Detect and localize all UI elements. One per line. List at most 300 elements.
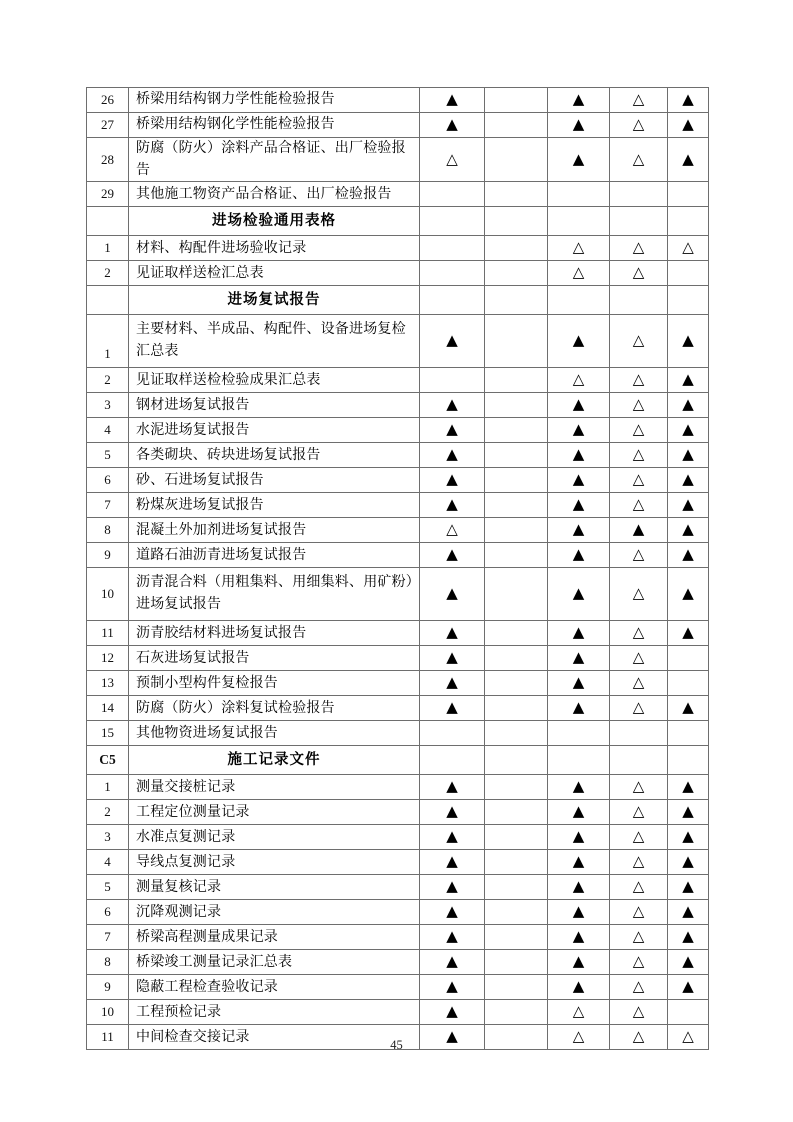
mark-cell-4 — [610, 696, 668, 721]
mark-cell-2 — [485, 236, 548, 261]
mark-cell-2 — [485, 925, 548, 950]
hollow-triangle-icon: △ — [446, 520, 458, 539]
section-code-cell — [87, 286, 129, 315]
hollow-triangle-icon: △ — [572, 238, 585, 257]
row-sequence-cell: 6 — [87, 900, 129, 925]
record-name-line: 进场复试报告 — [136, 597, 222, 613]
record-name-cell: 石灰进场复试报告 — [129, 646, 420, 671]
filled-triangle-icon: ▲ — [682, 470, 694, 489]
mark-cell-4 — [610, 568, 668, 621]
record-name-cell: 桥梁用结构钢力学性能检验报告 — [129, 88, 420, 113]
mark-cell-5 — [668, 182, 709, 207]
mark-cell-5 — [668, 518, 709, 543]
mark-cell-2 — [485, 418, 548, 443]
record-name-cell: 中间检查交接记录 — [129, 1025, 420, 1050]
filled-triangle-icon: ▲ — [446, 977, 458, 996]
record-name-line: 汇总表 — [136, 344, 179, 360]
mark-cell-1 — [420, 775, 485, 800]
page-number: 45 — [390, 1038, 403, 1052]
mark-cell-3 — [548, 646, 610, 671]
mark-cell-2 — [485, 775, 548, 800]
filled-triangle-icon: ▲ — [682, 90, 694, 108]
mark-cell-2 — [485, 568, 548, 621]
mark-cell-3 — [548, 621, 610, 646]
mark-cell-3 — [548, 88, 610, 113]
table-row — [87, 468, 709, 493]
mark-cell-2 — [485, 825, 548, 850]
mark-cell-5 — [668, 800, 709, 825]
filled-triangle-icon: ▲ — [572, 520, 585, 539]
hollow-triangle-icon: △ — [632, 90, 645, 108]
record-name-cell: 各类砌块、砖块进场复试报告 — [129, 443, 420, 468]
mark-cell-3 — [548, 286, 610, 315]
mark-cell-5 — [668, 236, 709, 261]
mark-cell-5 — [668, 746, 709, 775]
record-name-cell: 材料、构配件进场验收记录 — [129, 236, 420, 261]
filled-triangle-icon: ▲ — [682, 877, 694, 896]
filled-triangle-icon: ▲ — [446, 623, 458, 642]
record-name-cell — [129, 315, 420, 368]
hollow-triangle-icon: △ — [632, 115, 645, 133]
mark-cell-1 — [420, 286, 485, 315]
table-row — [87, 646, 709, 671]
filled-triangle-icon: ▲ — [682, 952, 694, 971]
mark-cell-3 — [548, 800, 610, 825]
mark-cell-4 — [610, 286, 668, 315]
mark-cell-2 — [485, 671, 548, 696]
mark-cell-1 — [420, 875, 485, 900]
mark-cell-3 — [548, 671, 610, 696]
filled-triangle-icon: ▲ — [572, 648, 585, 667]
table-row — [87, 138, 709, 182]
row-sequence-cell: 5 — [87, 443, 129, 468]
section-code-cell: C5 — [87, 746, 129, 775]
filled-triangle-icon: ▲ — [446, 852, 458, 871]
table-row — [87, 721, 709, 746]
mark-cell-2 — [485, 518, 548, 543]
table-row — [87, 393, 709, 418]
mark-cell-3 — [548, 368, 610, 393]
mark-cell-3 — [548, 113, 610, 138]
mark-cell-1 — [420, 975, 485, 1000]
mark-cell-1 — [420, 621, 485, 646]
record-name-cell: 道路石油沥青进场复试报告 — [129, 543, 420, 568]
mark-cell-4 — [610, 900, 668, 925]
row-sequence-cell: 7 — [87, 925, 129, 950]
mark-cell-1 — [420, 800, 485, 825]
filled-triangle-icon: ▲ — [572, 470, 585, 489]
table-row — [87, 443, 709, 468]
mark-cell-1 — [420, 746, 485, 775]
mark-cell-4 — [610, 621, 668, 646]
mark-cell-3 — [548, 261, 610, 286]
table-row — [87, 850, 709, 875]
record-name-cell: 防腐（防火）涂料产品合格证、出厂检验报告 — [129, 138, 420, 182]
row-sequence-cell: 14 — [87, 696, 129, 721]
filled-triangle-icon: ▲ — [446, 698, 458, 717]
mark-cell-4 — [610, 418, 668, 443]
mark-cell-5 — [668, 493, 709, 518]
mark-cell-2 — [485, 443, 548, 468]
record-name-line: 沥青混合料（用粗集料、用细集料、用矿粉） — [136, 574, 420, 590]
filled-triangle-icon: ▲ — [632, 520, 645, 539]
mark-cell-1 — [420, 543, 485, 568]
row-sequence-cell: 6 — [87, 468, 129, 493]
filled-triangle-icon: ▲ — [682, 777, 694, 796]
record-name-cell: 测量复核记录 — [129, 875, 420, 900]
filled-triangle-icon: ▲ — [572, 445, 585, 464]
mark-cell-1 — [420, 825, 485, 850]
mark-cell-1 — [420, 925, 485, 950]
hollow-triangle-icon: △ — [446, 149, 458, 168]
filled-triangle-icon: ▲ — [682, 584, 694, 603]
filled-triangle-icon: ▲ — [446, 115, 458, 133]
filled-triangle-icon: ▲ — [682, 420, 694, 439]
hollow-triangle-icon: △ — [632, 877, 645, 896]
mark-cell-2 — [485, 286, 548, 315]
mark-cell-2 — [485, 850, 548, 875]
filled-triangle-icon: ▲ — [682, 623, 694, 642]
hollow-triangle-icon: △ — [572, 1027, 585, 1046]
mark-cell-4 — [610, 518, 668, 543]
hollow-triangle-icon: △ — [632, 470, 645, 489]
filled-triangle-icon: ▲ — [572, 90, 585, 108]
table-row — [87, 182, 709, 207]
record-name-cell: 工程预检记录 — [129, 1000, 420, 1025]
record-name-cell: 见证取样送检汇总表 — [129, 261, 420, 286]
mark-cell-3 — [548, 493, 610, 518]
mark-cell-4 — [610, 468, 668, 493]
table-row — [87, 975, 709, 1000]
hollow-triangle-icon: △ — [632, 370, 645, 389]
record-name-cell: 砂、石进场复试报告 — [129, 468, 420, 493]
mark-cell-1 — [420, 182, 485, 207]
hollow-triangle-icon: △ — [632, 263, 645, 282]
mark-cell-5 — [668, 138, 709, 182]
mark-cell-2 — [485, 182, 548, 207]
record-name-cell: 测量交接桩记录 — [129, 775, 420, 800]
table-row — [87, 113, 709, 138]
row-sequence-cell: 1 — [87, 315, 129, 368]
mark-cell-5 — [668, 315, 709, 368]
hollow-triangle-icon: △ — [632, 777, 645, 796]
mark-cell-5 — [668, 543, 709, 568]
record-name-cell: 沉降观测记录 — [129, 900, 420, 925]
mark-cell-4 — [610, 138, 668, 182]
filled-triangle-icon: ▲ — [572, 802, 585, 821]
mark-cell-4 — [610, 261, 668, 286]
mark-cell-3 — [548, 875, 610, 900]
mark-cell-3 — [548, 1000, 610, 1025]
row-sequence-cell: 15 — [87, 721, 129, 746]
mark-cell-1 — [420, 646, 485, 671]
filled-triangle-icon: ▲ — [446, 877, 458, 896]
mark-cell-3 — [548, 315, 610, 368]
mark-cell-4 — [610, 207, 668, 236]
filled-triangle-icon: ▲ — [446, 545, 458, 564]
mark-cell-2 — [485, 493, 548, 518]
hollow-triangle-icon: △ — [632, 802, 645, 821]
mark-cell-3 — [548, 518, 610, 543]
mark-cell-5 — [668, 900, 709, 925]
row-sequence-cell: 8 — [87, 518, 129, 543]
mark-cell-5 — [668, 671, 709, 696]
record-name-cell: 见证取样送检检验成果汇总表 — [129, 368, 420, 393]
mark-cell-2 — [485, 696, 548, 721]
filled-triangle-icon: ▲ — [682, 495, 694, 514]
mark-cell-2 — [485, 1000, 548, 1025]
row-sequence-cell: 4 — [87, 418, 129, 443]
row-sequence-cell: 4 — [87, 850, 129, 875]
row-sequence-cell: 12 — [87, 646, 129, 671]
filled-triangle-icon: ▲ — [572, 877, 585, 896]
mark-cell-5 — [668, 368, 709, 393]
filled-triangle-icon: ▲ — [682, 370, 694, 389]
mark-cell-1 — [420, 393, 485, 418]
mark-cell-1 — [420, 315, 485, 368]
mark-cell-4 — [610, 443, 668, 468]
mark-cell-1 — [420, 900, 485, 925]
table-row — [87, 1000, 709, 1025]
mark-cell-2 — [485, 315, 548, 368]
mark-cell-1 — [420, 207, 485, 236]
mark-cell-5 — [668, 1000, 709, 1025]
filled-triangle-icon: ▲ — [446, 90, 458, 108]
hollow-triangle-icon: △ — [632, 673, 645, 692]
table-row — [87, 825, 709, 850]
mark-cell-1 — [420, 443, 485, 468]
table-row — [87, 568, 709, 621]
mark-cell-3 — [548, 925, 610, 950]
filled-triangle-icon: ▲ — [572, 584, 585, 603]
mark-cell-1 — [420, 568, 485, 621]
mark-cell-3 — [548, 975, 610, 1000]
mark-cell-4 — [610, 671, 668, 696]
row-sequence-cell: 26 — [87, 88, 129, 113]
record-name-cell: 桥梁用结构钢化学性能检验报告 — [129, 113, 420, 138]
mark-cell-2 — [485, 261, 548, 286]
table-row — [87, 493, 709, 518]
filled-triangle-icon: ▲ — [572, 331, 585, 350]
table-row — [87, 236, 709, 261]
mark-cell-2 — [485, 113, 548, 138]
mark-cell-1 — [420, 696, 485, 721]
row-sequence-cell: 3 — [87, 825, 129, 850]
row-sequence-cell: 2 — [87, 800, 129, 825]
row-sequence-cell: 5 — [87, 875, 129, 900]
filled-triangle-icon: ▲ — [682, 802, 694, 821]
section-title-cell: 进场复试报告 — [129, 286, 420, 315]
mark-cell-3 — [548, 443, 610, 468]
filled-triangle-icon: ▲ — [446, 648, 458, 667]
mark-cell-4 — [610, 493, 668, 518]
hollow-triangle-icon: △ — [632, 952, 645, 971]
row-sequence-cell: 29 — [87, 182, 129, 207]
mark-cell-5 — [668, 950, 709, 975]
mark-cell-5 — [668, 925, 709, 950]
mark-cell-4 — [610, 543, 668, 568]
mark-cell-1 — [420, 418, 485, 443]
hollow-triangle-icon: △ — [632, 648, 645, 667]
filled-triangle-icon: ▲ — [572, 545, 585, 564]
mark-cell-5 — [668, 393, 709, 418]
mark-cell-5 — [668, 286, 709, 315]
mark-cell-3 — [548, 775, 610, 800]
filled-triangle-icon: ▲ — [572, 927, 585, 946]
mark-cell-4 — [610, 825, 668, 850]
mark-cell-5 — [668, 975, 709, 1000]
mark-cell-3 — [548, 696, 610, 721]
mark-cell-1 — [420, 113, 485, 138]
section-title-cell: 施工记录文件 — [129, 746, 420, 775]
filled-triangle-icon: ▲ — [682, 115, 694, 133]
mark-cell-4 — [610, 113, 668, 138]
mark-cell-4 — [610, 88, 668, 113]
record-name-cell: 沥青胶结材料进场复试报告 — [129, 621, 420, 646]
filled-triangle-icon: ▲ — [446, 495, 458, 514]
mark-cell-5 — [668, 261, 709, 286]
row-sequence-cell: 3 — [87, 393, 129, 418]
mark-cell-1 — [420, 261, 485, 286]
row-sequence-cell: 1 — [87, 236, 129, 261]
table-row — [87, 261, 709, 286]
filled-triangle-icon: ▲ — [682, 827, 694, 846]
mark-cell-2 — [485, 207, 548, 236]
mark-cell-4 — [610, 950, 668, 975]
filled-triangle-icon: ▲ — [572, 420, 585, 439]
filled-triangle-icon: ▲ — [446, 584, 458, 603]
row-sequence-cell: 9 — [87, 975, 129, 1000]
mark-cell-3 — [548, 207, 610, 236]
mark-cell-5 — [668, 721, 709, 746]
record-name-cell: 工程定位测量记录 — [129, 800, 420, 825]
mark-cell-5 — [668, 113, 709, 138]
row-sequence-cell: 7 — [87, 493, 129, 518]
filled-triangle-icon: ▲ — [446, 673, 458, 692]
mark-cell-3 — [548, 468, 610, 493]
row-sequence-cell: 2 — [87, 368, 129, 393]
filled-triangle-icon: ▲ — [682, 927, 694, 946]
mark-cell-3 — [548, 543, 610, 568]
filled-triangle-icon: ▲ — [572, 902, 585, 921]
mark-cell-2 — [485, 900, 548, 925]
hollow-triangle-icon: △ — [682, 238, 694, 257]
row-sequence-cell: 11 — [87, 1025, 129, 1050]
table-row — [87, 950, 709, 975]
mark-cell-3 — [548, 950, 610, 975]
record-name-cell: 其他物资进场复试报告 — [129, 721, 420, 746]
row-sequence-cell: 13 — [87, 671, 129, 696]
mark-cell-4 — [610, 875, 668, 900]
filled-triangle-icon: ▲ — [682, 852, 694, 871]
filled-triangle-icon: ▲ — [572, 977, 585, 996]
record-name-cell: 水泥进场复试报告 — [129, 418, 420, 443]
mark-cell-3 — [548, 393, 610, 418]
record-name-line: 主要材料、半成品、构配件、设备进场复检 — [136, 321, 406, 337]
mark-cell-5 — [668, 696, 709, 721]
filled-triangle-icon: ▲ — [682, 331, 694, 350]
filled-triangle-icon: ▲ — [446, 777, 458, 796]
mark-cell-3 — [548, 850, 610, 875]
mark-cell-1 — [420, 721, 485, 746]
filled-triangle-icon: ▲ — [682, 698, 694, 717]
filled-triangle-icon: ▲ — [446, 952, 458, 971]
mark-cell-4 — [610, 368, 668, 393]
mark-cell-1 — [420, 671, 485, 696]
mark-cell-2 — [485, 875, 548, 900]
record-name-cell: 水准点复测记录 — [129, 825, 420, 850]
mark-cell-5 — [668, 418, 709, 443]
row-sequence-cell: 8 — [87, 950, 129, 975]
mark-cell-5 — [668, 775, 709, 800]
mark-cell-4 — [610, 721, 668, 746]
filled-triangle-icon: ▲ — [572, 395, 585, 414]
hollow-triangle-icon: △ — [632, 623, 645, 642]
filled-triangle-icon: ▲ — [446, 445, 458, 464]
table-row — [87, 368, 709, 393]
filled-triangle-icon: ▲ — [446, 331, 458, 350]
mark-cell-4 — [610, 775, 668, 800]
table-row — [87, 696, 709, 721]
table-row — [87, 418, 709, 443]
mark-cell-1 — [420, 368, 485, 393]
mark-cell-5 — [668, 621, 709, 646]
mark-cell-4 — [610, 975, 668, 1000]
row-sequence-cell: 27 — [87, 113, 129, 138]
hollow-triangle-icon: △ — [682, 1027, 694, 1046]
mark-cell-1 — [420, 138, 485, 182]
record-name-cell — [129, 568, 420, 621]
filled-triangle-icon: ▲ — [446, 902, 458, 921]
table-body — [87, 88, 709, 1050]
mark-cell-5 — [668, 88, 709, 113]
mark-cell-4 — [610, 393, 668, 418]
filled-triangle-icon: ▲ — [572, 149, 585, 168]
table-row — [87, 621, 709, 646]
mark-cell-4 — [610, 800, 668, 825]
mark-cell-5 — [668, 568, 709, 621]
mark-cell-3 — [548, 900, 610, 925]
filled-triangle-icon: ▲ — [682, 977, 694, 996]
filled-triangle-icon: ▲ — [682, 395, 694, 414]
mark-cell-3 — [548, 746, 610, 775]
record-name-cell: 混凝土外加剂进场复试报告 — [129, 518, 420, 543]
hollow-triangle-icon: △ — [632, 902, 645, 921]
table-row — [87, 518, 709, 543]
hollow-triangle-icon: △ — [632, 495, 645, 514]
filled-triangle-icon: ▲ — [572, 495, 585, 514]
record-name-cell: 预制小型构件复检报告 — [129, 671, 420, 696]
hollow-triangle-icon: △ — [632, 852, 645, 871]
mark-cell-1 — [420, 1000, 485, 1025]
mark-cell-3 — [548, 418, 610, 443]
mark-cell-1 — [420, 236, 485, 261]
row-sequence-cell: 10 — [87, 1000, 129, 1025]
hollow-triangle-icon: △ — [632, 698, 645, 717]
record-name-cell: 导线点复测记录 — [129, 850, 420, 875]
record-name-cell: 防腐（防火）涂料复试检验报告 — [129, 696, 420, 721]
row-sequence-cell: 28 — [87, 138, 129, 182]
table-row — [87, 88, 709, 113]
hollow-triangle-icon: △ — [632, 545, 645, 564]
table-row — [87, 543, 709, 568]
mark-cell-2 — [485, 368, 548, 393]
filled-triangle-icon: ▲ — [572, 698, 585, 717]
mark-cell-4 — [610, 315, 668, 368]
section-header-row — [87, 746, 709, 775]
mark-cell-3 — [548, 138, 610, 182]
mark-cell-2 — [485, 543, 548, 568]
